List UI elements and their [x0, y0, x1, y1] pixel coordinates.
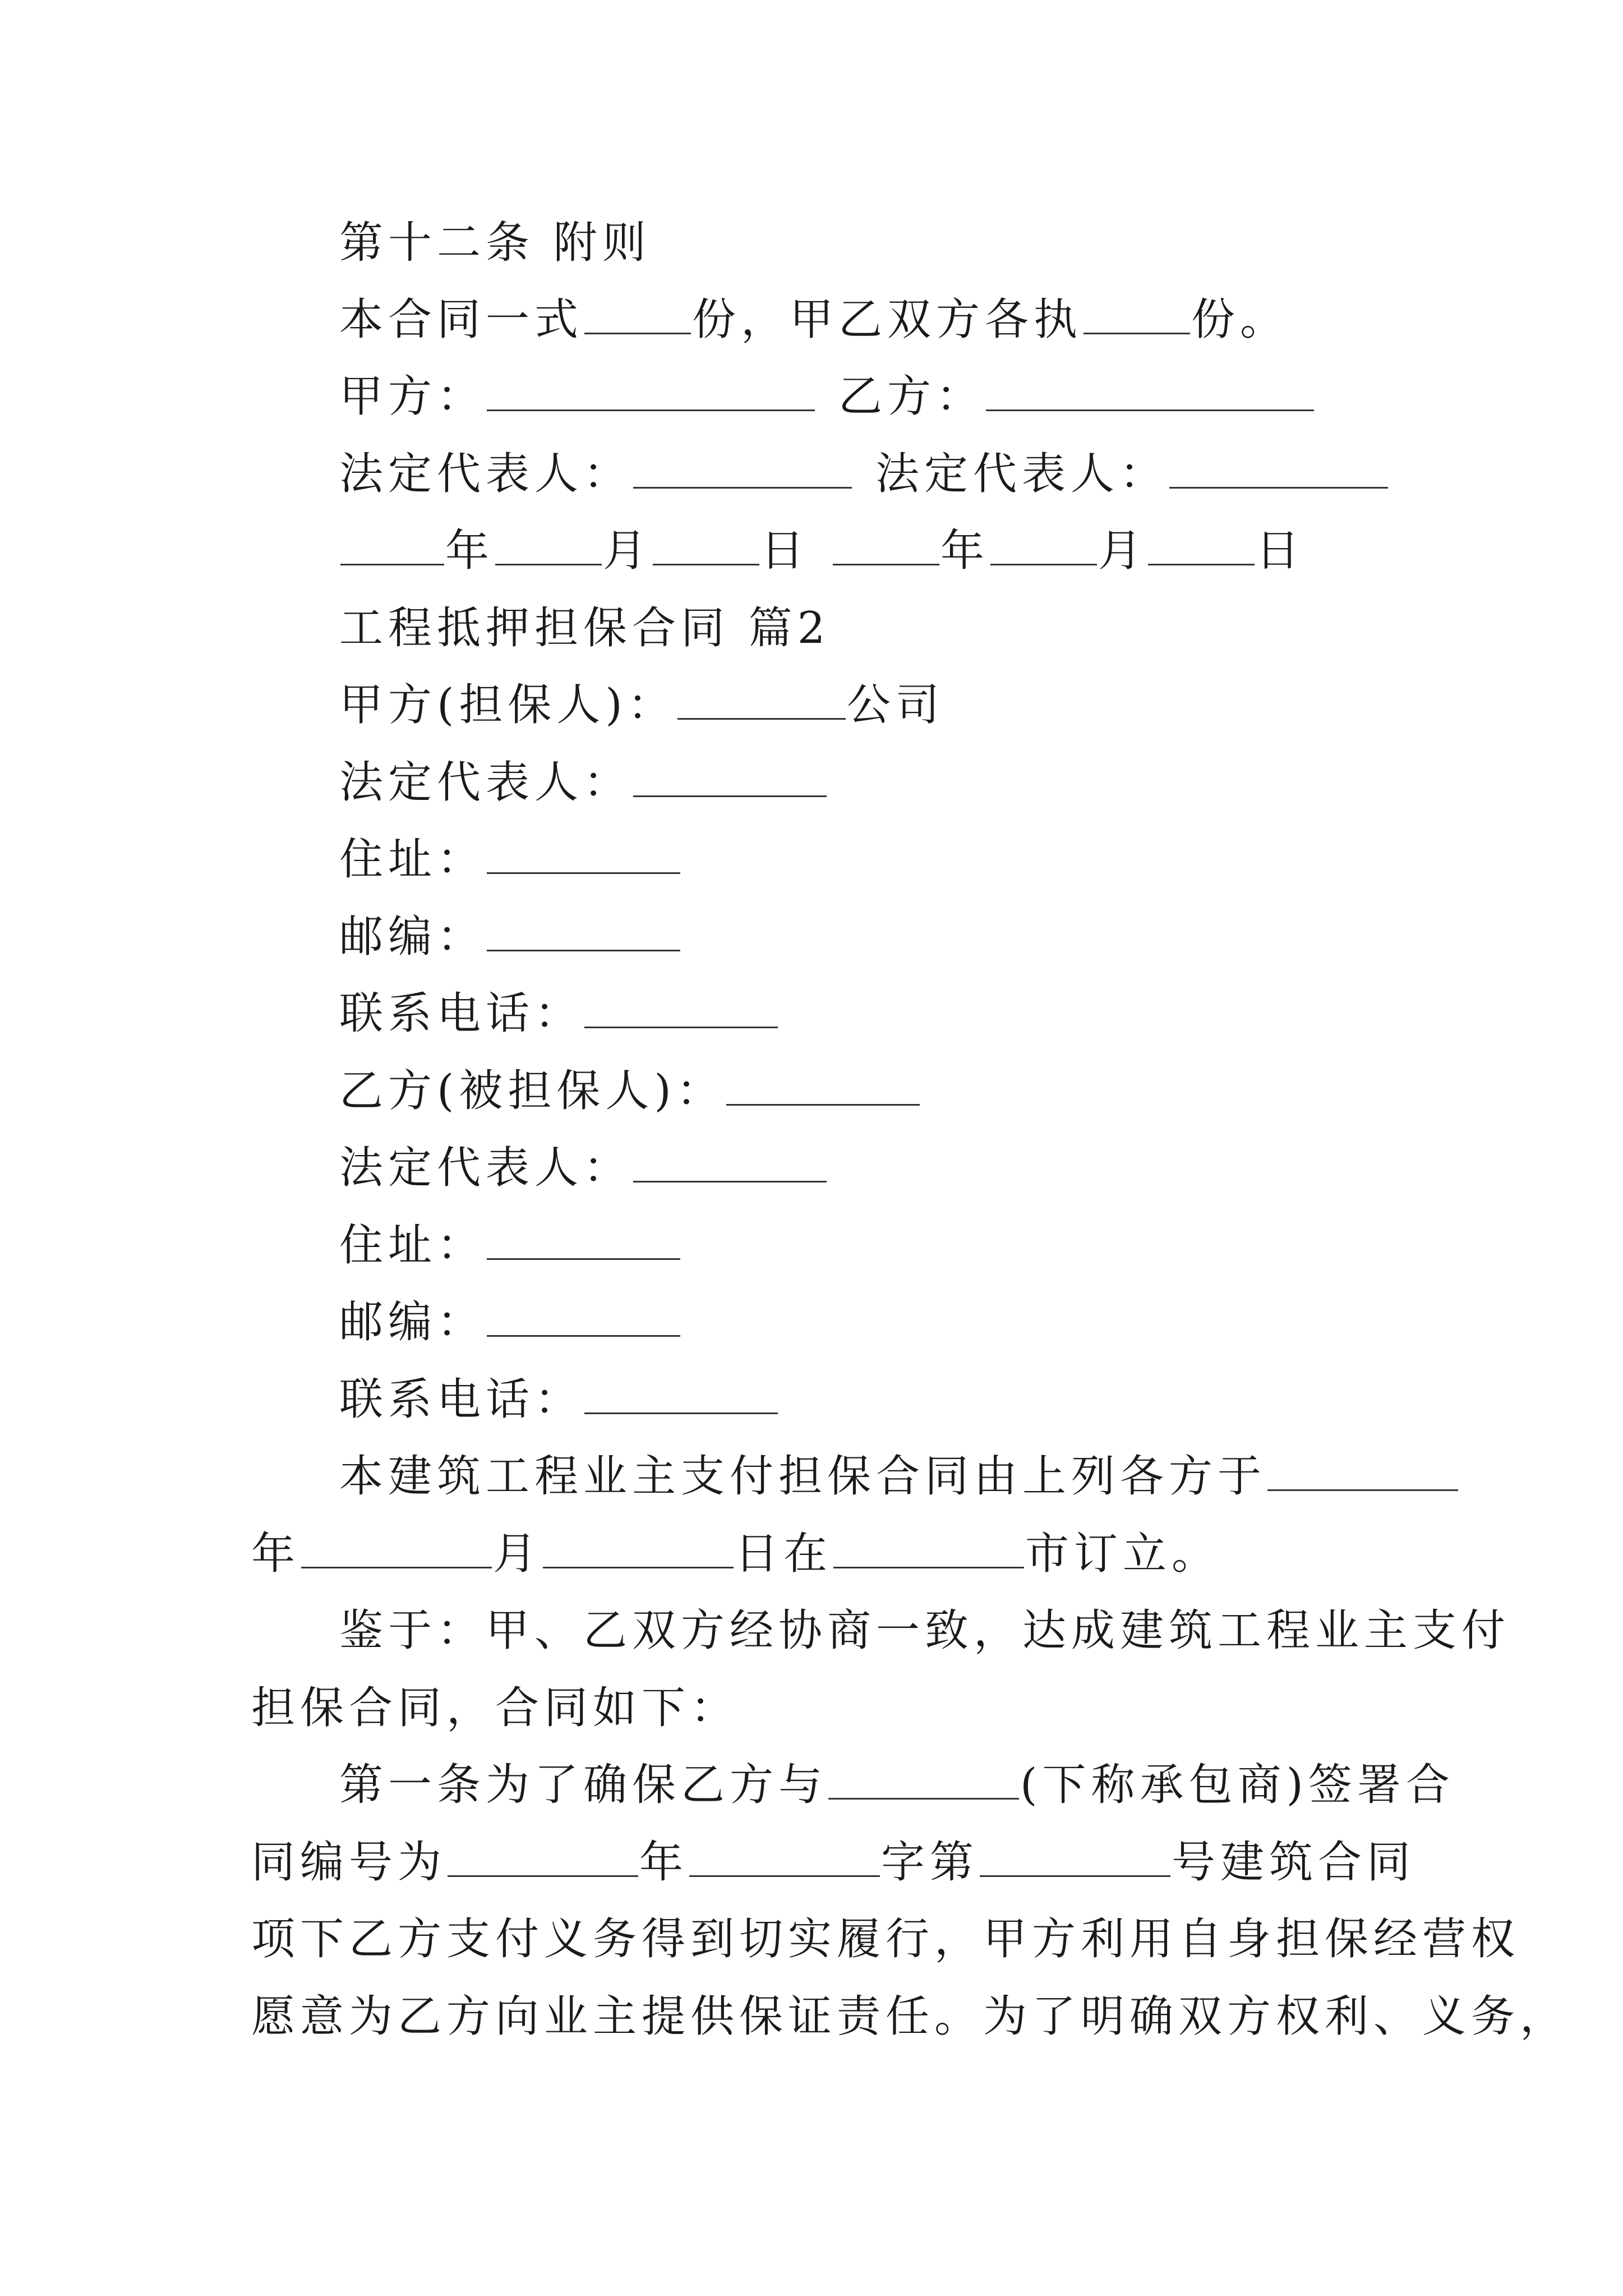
contract-char-blank[interactable] [689, 1841, 880, 1877]
article1-text-d: 年 [639, 1837, 689, 1888]
signing-line-1 [339, 1448, 1459, 1504]
guaranteed-rep-label: 法定代表人： [339, 1143, 633, 1193]
signing-text: 本建筑工程业主支付担保合同由上列各方于 [339, 1451, 1267, 1502]
guarantor-rep-line [339, 754, 828, 811]
guarantor-label: 甲方(担保人)： [339, 680, 676, 730]
guarantor-phone-blank[interactable] [584, 992, 778, 1028]
date-a-year-blank[interactable] [340, 529, 444, 565]
date-a-year-label: 年 [445, 526, 495, 576]
guarantor-rep-blank[interactable] [633, 761, 827, 797]
signing-city-label: 市订立。 [1025, 1529, 1221, 1579]
date-b-day-label: 日 [1256, 526, 1305, 576]
signing-month-label: 月 [493, 1529, 542, 1579]
signing-day-at-label: 日在 [735, 1529, 833, 1579]
copies-text-3: 份。 [1191, 295, 1289, 345]
party-a-label: 甲方： [339, 371, 486, 422]
guarantor-address-label: 住址： [339, 834, 486, 885]
guarantor-postcode-blank[interactable] [487, 915, 680, 951]
parties-signature-line [339, 369, 1315, 425]
guaranteed-phone-blank[interactable] [584, 1378, 778, 1414]
guaranteed-phone-label: 联系电话： [339, 1374, 584, 1425]
guaranteed-address-line [339, 1217, 681, 1273]
guaranteed-postcode-blank[interactable] [487, 1300, 680, 1337]
article-12-heading: 第十二条 附则 [339, 218, 651, 268]
guarantor-phone-label: 联系电话： [339, 988, 584, 1039]
guarantor-line [339, 677, 944, 733]
copies-text-1: 本合同一式 [339, 295, 584, 345]
guaranteed-rep-line [339, 1140, 828, 1196]
copies-each-blank[interactable] [1083, 298, 1190, 334]
date-b-month-label: 月 [1098, 526, 1147, 576]
rep-signature-line [339, 446, 1389, 502]
signing-day-blank[interactable] [543, 1532, 734, 1568]
whereas-line-2: 担保合同，合同如下： [251, 1683, 740, 1733]
article1-text-c: 同编号为 [251, 1837, 447, 1888]
guaranteed-rep-blank[interactable] [633, 1146, 827, 1182]
date-b-year-blank[interactable] [833, 529, 939, 565]
article1-text-a: 第一条为了确保乙方与 [339, 1760, 828, 1810]
contract-year-blank[interactable] [448, 1841, 638, 1877]
date-a-month-blank[interactable] [495, 529, 602, 565]
guarantor-address-blank[interactable] [487, 838, 680, 874]
contract-number-blank[interactable] [980, 1841, 1170, 1877]
copies-clause [339, 292, 1289, 348]
rep-right-blank[interactable] [1169, 452, 1388, 489]
guaranteed-address-blank[interactable] [487, 1223, 680, 1260]
signature-dates-line [339, 523, 1304, 579]
article1-line-1 [339, 1757, 1455, 1813]
article1-line-2 [251, 1834, 1415, 1890]
article1-text-e: 字第 [881, 1837, 979, 1888]
copies-text-2: 份，甲乙双方各执 [692, 295, 1083, 345]
guarantor-rep-label: 法定代表人： [339, 757, 633, 808]
guarantor-suffix: 公司 [846, 680, 944, 730]
article1-text-b: (下称承包商)签署合 [1020, 1760, 1455, 1810]
guarantor-name-blank[interactable] [677, 683, 846, 720]
rep-left-label: 法定代表人： [339, 449, 633, 499]
party-b-label: 乙方： [838, 371, 985, 422]
date-a-month-label: 月 [603, 526, 652, 576]
signing-year-label: 年 [251, 1529, 301, 1579]
article1-text-f: 号建筑合同 [1172, 1837, 1416, 1888]
party-a-blank[interactable] [487, 375, 815, 411]
guaranteed-address-label: 住址： [339, 1220, 486, 1271]
date-b-month-blank[interactable] [990, 529, 1097, 565]
rep-left-blank[interactable] [633, 452, 852, 489]
article1-line-4: 愿意为乙方向业主提供保证责任。为了明确双方权利、义务， [251, 1991, 1569, 2042]
date-b-year-label: 年 [940, 526, 990, 576]
signing-year-blank-a[interactable] [1267, 1455, 1458, 1491]
guarantor-postcode-line [339, 909, 681, 965]
signing-city-blank[interactable] [833, 1532, 1024, 1568]
signing-line-2 [251, 1526, 1220, 1582]
guaranteed-name-blank[interactable] [726, 1069, 920, 1106]
article1-line-3: 项下乙方支付义务得到切实履行，甲方利用自身担保经营权 [251, 1914, 1520, 1964]
copies-total-blank[interactable] [584, 298, 691, 334]
guarantor-address-line [339, 831, 681, 887]
guaranteed-line [339, 1063, 921, 1119]
contractor-blank[interactable] [828, 1763, 1019, 1800]
signing-year-blank-b[interactable] [301, 1532, 492, 1568]
guaranteed-postcode-label: 邮编： [339, 1297, 486, 1347]
guaranteed-label: 乙方(被担保人)： [339, 1066, 725, 1116]
guaranteed-phone-line [339, 1372, 779, 1428]
party-b-blank[interactable] [986, 375, 1314, 411]
date-a-day-blank[interactable] [653, 529, 759, 565]
guarantor-postcode-label: 邮编： [339, 912, 486, 962]
rep-right-label: 法定代表人： [875, 449, 1169, 499]
guaranteed-postcode-line [339, 1294, 681, 1350]
section-title: 工程抵押担保合同 篇2 [339, 603, 831, 654]
whereas-line-1: 鉴于：甲、乙双方经协商一致，达成建筑工程业主支付 [339, 1605, 1511, 1656]
guarantor-phone-line [339, 986, 779, 1042]
date-b-day-blank[interactable] [1148, 529, 1255, 565]
date-a-day-label: 日 [760, 526, 810, 576]
